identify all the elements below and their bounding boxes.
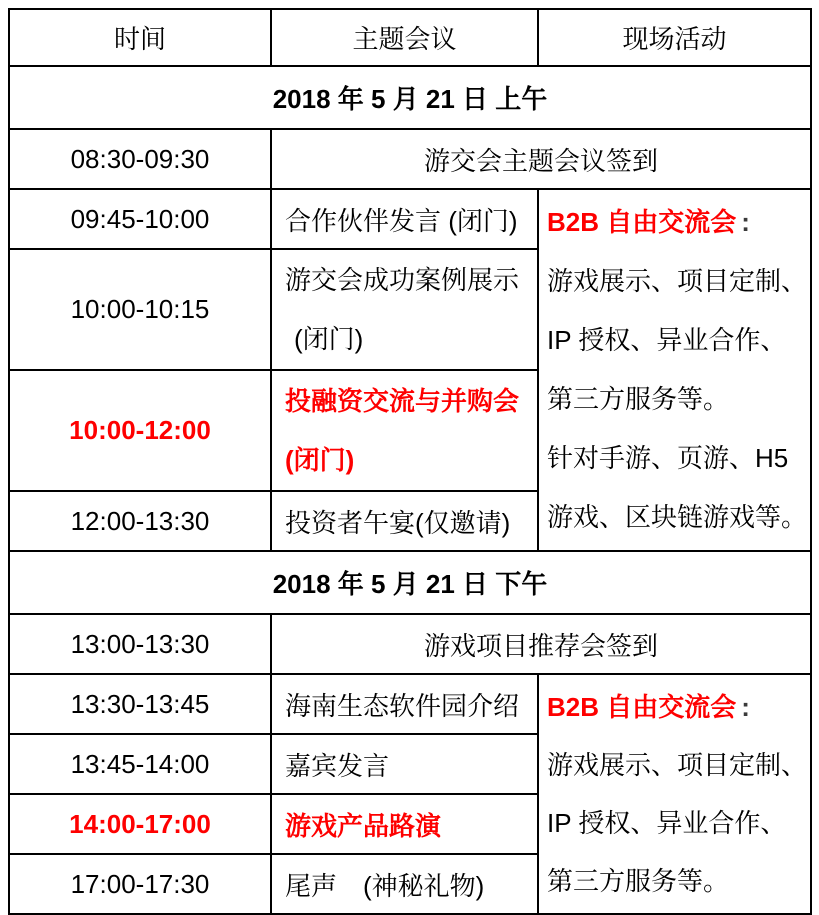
column-header-activity: 现场活动 xyxy=(538,9,811,66)
activity-line: 游戏展示、项目定制、 xyxy=(547,750,808,780)
event-line-1: 游交会成功案例展示 xyxy=(285,264,520,295)
activity-line: IP 授权、异业合作、 xyxy=(547,808,787,838)
section-title-pm: 2018 年 5 月 21 日 下午 xyxy=(9,551,811,614)
time-cell-am-2: 10:00-10:15 xyxy=(9,249,271,370)
event-cell-pm-0: 游戏项目推荐会签到 xyxy=(271,614,811,674)
event-cell-am-0: 游交会主题会议签到 xyxy=(271,129,811,189)
time-cell-am-1: 09:45-10:00 xyxy=(9,189,271,249)
event-cell-pm-2: 嘉宾发言 xyxy=(271,734,538,794)
event-line-2: (闭门) xyxy=(285,444,355,475)
schedule-row xyxy=(9,674,811,734)
activity-line: IP 授权、异业合作、 xyxy=(547,325,787,355)
activity-title-line-am xyxy=(547,193,810,252)
time-cell-am-0: 08:30-09:30 xyxy=(9,129,271,189)
event-cell-am-3 xyxy=(271,370,538,491)
activity-line: 第三方服务等。 xyxy=(547,384,730,414)
event-cell-am-2 xyxy=(271,249,538,370)
time-cell-am-3: 10:00-12:00 xyxy=(9,370,271,491)
activity-line: 游戏、区块链游戏等。 xyxy=(547,502,808,532)
activity-title-colon-pm: : xyxy=(741,692,750,722)
event-line-2: (闭门) xyxy=(294,323,364,354)
column-header-conference: 主题会议 xyxy=(271,9,538,66)
schedule-row xyxy=(9,129,811,189)
time-cell-pm-3: 14:00-17:00 xyxy=(9,794,271,854)
activity-cell-am xyxy=(538,189,811,551)
column-header-time: 时间 xyxy=(9,9,271,66)
schedule-table xyxy=(8,8,812,915)
time-cell-pm-0: 13:00-13:30 xyxy=(9,614,271,674)
activity-title-pm: B2B 自由交流会 xyxy=(547,692,737,722)
time-cell-am-4: 12:00-13:30 xyxy=(9,491,271,551)
section-row-am xyxy=(9,66,811,129)
section-row-pm xyxy=(9,551,811,614)
schedule-row xyxy=(9,189,811,249)
event-cell-pm-4: 尾声 (神秘礼物) xyxy=(271,854,538,914)
section-title-am: 2018 年 5 月 21 日 上午 xyxy=(9,66,811,129)
activity-cell-pm xyxy=(538,674,811,914)
activity-title-line-pm xyxy=(547,678,810,736)
event-cell-am-1: 合作伙伴发言 (闭门) xyxy=(271,189,538,249)
activity-title-am: B2B 自由交流会 xyxy=(547,207,737,237)
activity-line: 第三方服务等。 xyxy=(547,866,730,896)
time-cell-pm-4: 17:00-17:30 xyxy=(9,854,271,914)
activity-title-colon-am: : xyxy=(741,207,750,237)
table-header-row xyxy=(9,9,811,66)
event-cell-pm-1: 海南生态软件园介绍 xyxy=(271,674,538,734)
activity-line: 游戏展示、项目定制、 xyxy=(547,266,808,296)
event-cell-am-4: 投资者午宴(仅邀请) xyxy=(271,491,538,551)
time-cell-pm-1: 13:30-13:45 xyxy=(9,674,271,734)
activity-line: 针对手游、页游、H5 xyxy=(547,443,789,473)
event-line-1: 投融资交流与并购会 xyxy=(285,385,520,416)
schedule-row xyxy=(9,614,811,674)
time-cell-pm-2: 13:45-14:00 xyxy=(9,734,271,794)
event-cell-pm-3: 游戏产品路演 xyxy=(271,794,538,854)
